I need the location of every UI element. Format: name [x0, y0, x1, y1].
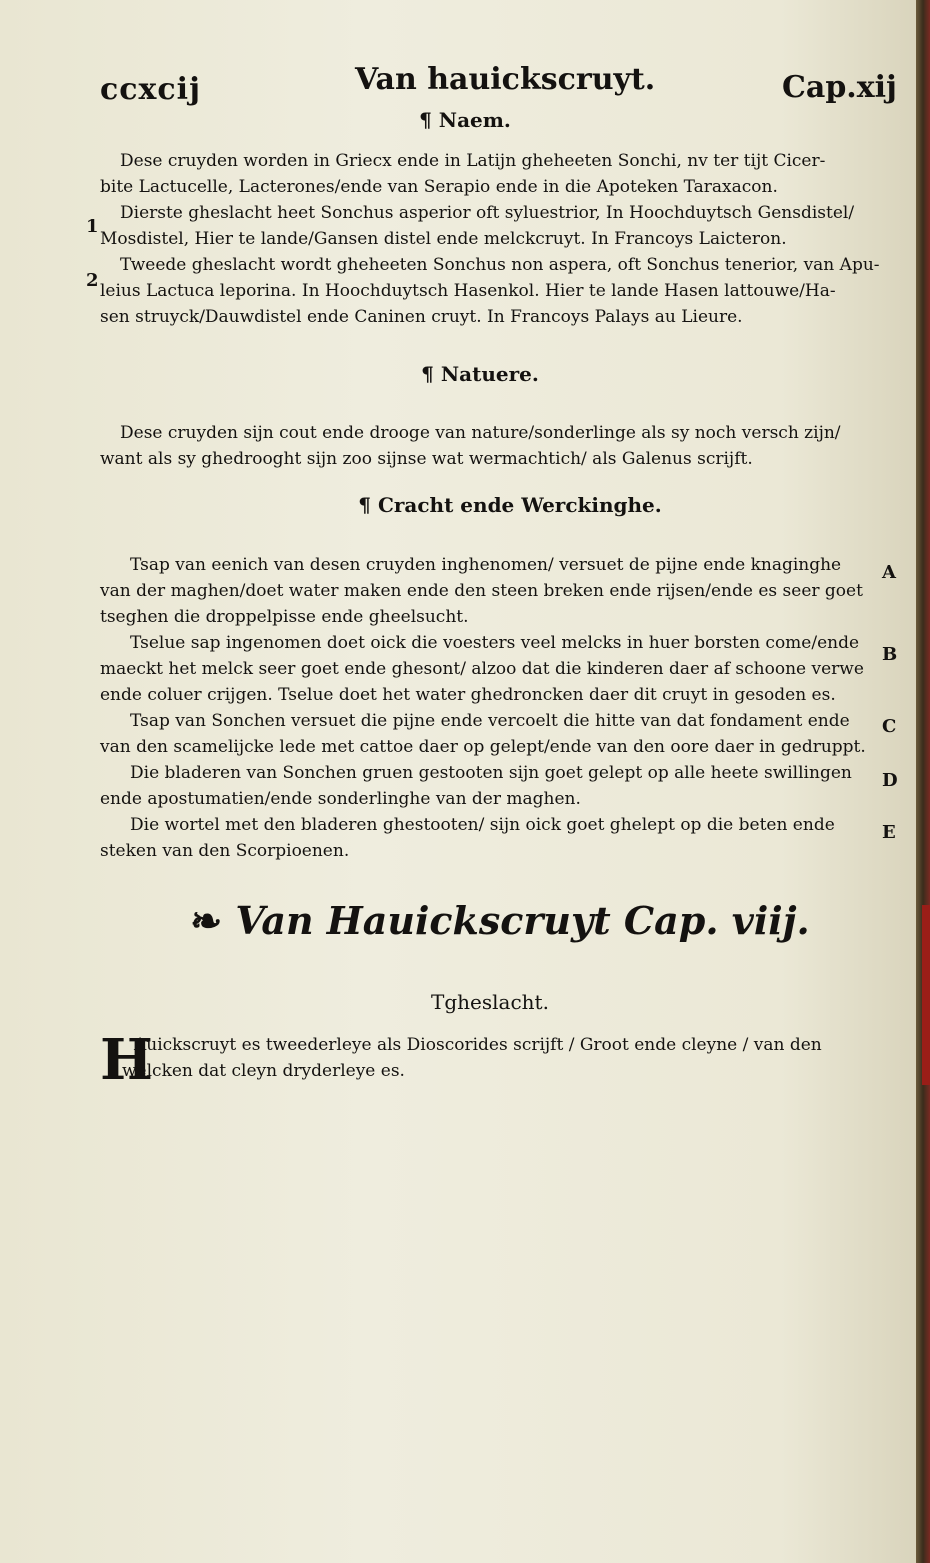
- chapter-title: Van Hauickscruyt Cap. viij.: [235, 898, 810, 943]
- red-bookmark-edge: [922, 905, 930, 1085]
- cracht-paragraph: [100, 552, 880, 864]
- text-line: van den scamelijcke lede met cattoe daer op gelept/ende van den oore daer in gedruppt.: [100, 737, 866, 757]
- text-line: Tsap van eenich van desen cruyden inghenomen/ versuet de pijne ende knaginghe: [130, 555, 842, 575]
- text-line: Dierste gheslacht heet Sonchus asperior oft syluestrior, In Hoochduytsch Gensdistel/: [120, 203, 855, 223]
- chapter-heading: [190, 898, 810, 943]
- geslacht-heading: Tgheslacht.: [431, 990, 549, 1014]
- folio-number: ccxcij: [100, 72, 201, 107]
- text-line: Die bladeren van Sonchen gruen gestooten sijn goet gelept op alle heete swillingen: [130, 763, 852, 783]
- cracht-heading: ¶ Cracht ende Werckinghe.: [358, 493, 662, 517]
- page-gutter-edge: [916, 0, 930, 1563]
- text-line: ende coluer crijgen. Tselue doet het water ghedroncken daer dit cruyt in gesoden es.: [100, 685, 836, 705]
- text-line: ende apostumatien/ende sonderlinghe van der maghen.: [100, 789, 581, 809]
- text-line: leius Lactuca leporina. In Hoochduytsch Hasenkol. Hier te lande Hasen lattouwe/Ha-: [100, 281, 836, 301]
- naem-heading: ¶ Naem.: [419, 108, 511, 132]
- text-line: Dese cruyden sijn cout ende drooge van nature/sonderlinge als sy noch versch zijn/: [120, 423, 841, 443]
- natuere-paragraph: [100, 420, 880, 472]
- text-line: Mosdistel, Hier te lande/Gansen distel ende melckcruyt. In Francoys Laicteron.: [100, 229, 787, 249]
- chapter-reference: Cap.xij: [782, 70, 897, 105]
- text-line: Die wortel met den bladeren ghestooten/ sijn oick goet ghelept op die beten ende: [130, 815, 835, 835]
- margin-mark: A: [882, 562, 896, 583]
- text-line: sen struyck/Dauwdistel ende Caninen cruyt. In Francoys Palays au Lieure.: [100, 307, 743, 327]
- text-line: Dese cruyden worden in Griecx ende in Latijn gheheeten Sonchi, nv ter tijt Cicer-: [120, 151, 826, 171]
- margin-mark: C: [882, 716, 897, 737]
- running-title: Van hauickscruyt.: [355, 62, 656, 97]
- drop-capital: H: [100, 1027, 153, 1093]
- text-line: Auickscruyt es tweederleye als Dioscorides scrijft / Groot ende cleyne / van den: [134, 1035, 822, 1055]
- geslacht-paragraph: [122, 1032, 878, 1084]
- text-line: welcken dat cleyn dryderleye es.: [122, 1061, 405, 1081]
- text-line: maeckt het melck seer goet ende ghesont/ alzoo dat die kinderen daer af schoone verwe: [100, 659, 864, 679]
- margin-mark: D: [882, 770, 898, 791]
- text-line: Tselue sap ingenomen doet oick die voesters veel melcks in huer borsten come/ende: [130, 633, 860, 653]
- fleuron-icon: ❧: [190, 898, 223, 943]
- naem-paragraph: [100, 148, 880, 330]
- text-line: Tweede gheslacht wordt gheheeten Sonchus non aspera, oft Sonchus tenerior, van Apu-: [120, 255, 880, 275]
- margin-mark: E: [882, 822, 896, 843]
- margin-mark: 1: [86, 216, 99, 237]
- text-line: steken van den Scorpioenen.: [100, 841, 350, 861]
- text-line: bite Lactucelle, Lacterones/ende van Serapio ende in die Apoteken Taraxacon.: [100, 177, 778, 197]
- text-line: want als sy ghedrooght sijn zoo sijnse wat wermachtich/ als Galenus scrijft.: [100, 449, 753, 469]
- text-line: tseghen die droppelpisse ende gheelsucht.: [100, 607, 469, 627]
- text-line: Tsap van Sonchen versuet die pijne ende vercoelt die hitte van dat fondament ende: [130, 711, 850, 731]
- margin-mark: B: [882, 644, 898, 665]
- margin-mark: 2: [86, 270, 99, 291]
- text-line: van der maghen/doet water maken ende den steen breken ende rijsen/ende es seer goet: [100, 581, 863, 601]
- natuere-heading: ¶ Natuere.: [421, 362, 539, 386]
